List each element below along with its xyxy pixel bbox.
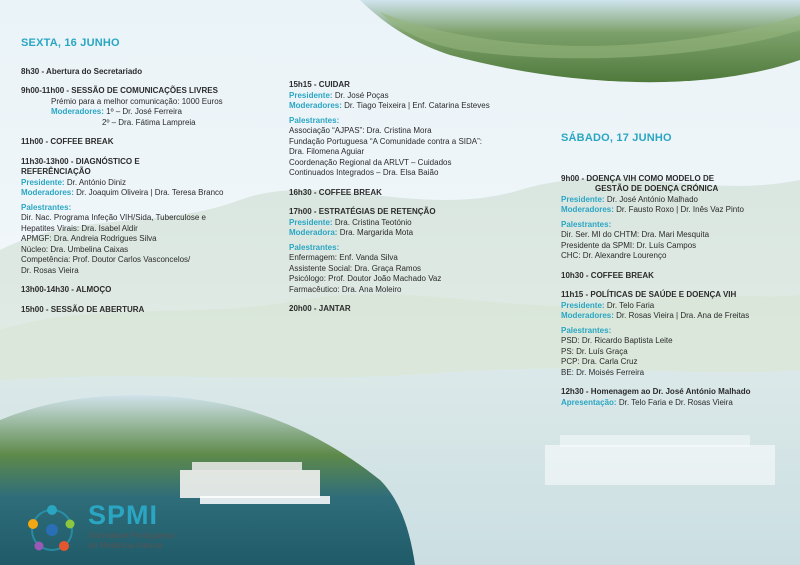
item-title: 20h00 - JANTAR [289,304,351,313]
item-title-cont: REFERÊNCIAÇÃO [21,167,91,176]
president-name: Dr. José António Malhado [606,194,698,204]
presenters-names: Dr. Telo Faria e Dr. Rosas Vieira [618,397,733,407]
item-title: 15h00 - SESSÃO DE ABERTURA [21,304,145,314]
agenda-item [289,188,524,199]
speaker-line: Continuados Integrados – Dra. Elsa Baião [289,168,439,177]
agenda-item [21,67,266,78]
speaker-line: Núcleo: Dra. Umbelina Caixas [21,244,129,254]
president-label: Presidente: [21,177,65,187]
speaker-line: Dr. Rosas Vieira [21,265,79,275]
saturday-column [561,133,786,417]
speaker-line: APMGF: Dra. Andreia Rodrigues Silva [21,234,157,243]
item-title: 11h00 - COFFEE BREAK [21,137,114,146]
moderator-name: Dra. Margarida Mota [339,228,414,237]
moderator-name: 2º – Dra. Fátima Lampreia [102,117,196,127]
spmi-logo [24,500,234,560]
moderators-label: Moderadores: [289,101,342,110]
item-title-cont: GESTÃO DE DOENÇA CRÓNICA [595,184,719,193]
item-title: 11h30-13h00 - DIAGNÓSTICO E [21,156,140,166]
day-heading-saturday: SÁBADO, 17 JUNHO [561,132,672,144]
president-label: Presidente: [561,194,605,204]
moderator-name: 1º – Dr. José Ferreira [106,107,182,116]
moderators-names: Dr. Fausto Roxo | Dr. Inês Vaz Pinto [616,205,744,214]
item-title: 10h30 - COFFEE BREAK [561,270,654,280]
item-title: 8h30 - Abertura do Secretariado [21,66,143,76]
speaker-line: Associação “AJPAS”: Dra. Cristina Mora [289,126,432,135]
agenda-item [561,271,786,282]
item-title: 15h15 - CUIDAR [289,80,350,89]
item-title: 9h00 - DOENÇA VIH COMO MODELO DE [561,173,715,183]
logo-title: SPMI [88,500,159,530]
moderators-names: Dr. Rosas Vieira | Dra. Ana de Freitas [616,311,750,320]
speaker-line: Dir. Ser. MI do CHTM: Dra. Mari Mesquita [561,230,710,239]
speaker-line: Hepatites Virais: Dra. Isabel Aldir [21,223,138,233]
speaker-line: Psicólogo: Prof. Doutor João Machado Vaz [289,274,442,283]
moderators-label: Moderadores: [51,107,104,116]
speaker-line: Fundação Portuguesa “A Comunidade contra a SIDA”: [289,136,482,146]
speakers-label: Palestrantes: [289,242,340,252]
speaker-line: Dra. Filomena Aguiar [289,147,365,156]
item-title: 13h00-14h30 - ALMOÇO [21,285,112,294]
speaker-line: PSD: Dr. Ricardo Baptista Leite [561,336,673,345]
president-name: Dr. José Poças [334,90,389,100]
speaker-line: Presidente da SPMI: Dr. Luís Campos [561,240,697,250]
moderators-label: Moderadores: [21,188,74,197]
speakers-label: Palestrantes: [289,115,340,125]
speakers-label: Palestrantes: [21,202,72,212]
agenda-item [561,387,786,408]
president-name: Dr. António Diniz [66,177,126,187]
presentation-label: Apresentação: [561,397,617,407]
agenda-item [21,86,266,128]
speakers-label: Palestrantes: [561,219,612,229]
president-label: Presidente: [289,90,333,100]
moderators-label: Moderadores: [561,205,614,214]
moderators-names: Dr. Tiago Teixeira | Enf. Catarina Esteves [344,101,490,110]
item-title: 12h30 - Homenagem ao Dr. José António Malhado [561,387,751,396]
president-label: Presidente: [561,300,605,310]
item-title: 16h30 - COFFEE BREAK [289,187,382,197]
president-name: Dr. Telo Faria [606,300,655,310]
president-name: Dra. Cristina Teotónio [334,217,412,227]
speaker-line: Competência: Prof. Doutor Carlos Vasconcelos/ [21,255,191,264]
agenda-item [289,80,524,179]
agenda-item [21,305,266,316]
agenda-item [21,137,266,148]
spmi-emblem-icon [24,502,80,558]
agenda-item [21,285,266,296]
logo-subtitle: Sociedade Portuguesa [88,530,175,540]
item-title: 9h00-11h00 - SESSÃO DE COMUNICAÇÕES LIVRES [21,86,218,95]
prize-note: Prémio para a melhor comunicação: 1000 Euros [51,96,223,106]
item-title: 17h00 - ESTRATÉGIAS DE RETENÇÃO [289,207,436,216]
president-label: Presidente: [289,217,333,227]
moderators-label: Moderadores: [561,311,614,320]
agenda-item [289,304,524,315]
speaker-line: Enfermagem: Enf. Vanda Silva [289,253,398,262]
friday-afternoon-column [289,80,524,324]
speaker-line: Coordenação Regional da ARLVT – Cuidados [289,157,452,167]
speaker-line: Farmacêutico: Dra. Ana Moleiro [289,284,402,294]
agenda-item [561,290,786,378]
agenda-item [561,174,786,262]
speaker-line: Assistente Social: Dra. Graça Ramos [289,263,422,273]
moderator-label: Moderadora: [289,228,338,237]
speakers-label: Palestrantes: [561,325,612,335]
moderators-names: Dr. Joaquim Oliveira | Dra. Teresa Branco [76,188,224,197]
item-title: 11h15 - POLÍTICAS DE SAÚDE E DOENÇA VIH [561,290,737,299]
logo-subtitle: de Medicina Interna [88,540,163,550]
day-heading-friday: SEXTA, 16 JUNHO [21,37,120,49]
speaker-line: CHC: Dr. Alexandre Lourenço [561,251,667,260]
speaker-line: BE: Dr. Moisés Ferreira [561,367,645,377]
agenda-item [21,157,266,277]
friday-column [21,38,266,324]
speaker-line: Dir. Nac. Programa Infeção VIH/Sida, Tuberculose e [21,213,206,222]
speaker-line: PS: Dr. Luís Graça [561,346,628,356]
speaker-line: PCP: Dra. Carla Cruz [561,357,638,366]
agenda-item [289,207,524,295]
